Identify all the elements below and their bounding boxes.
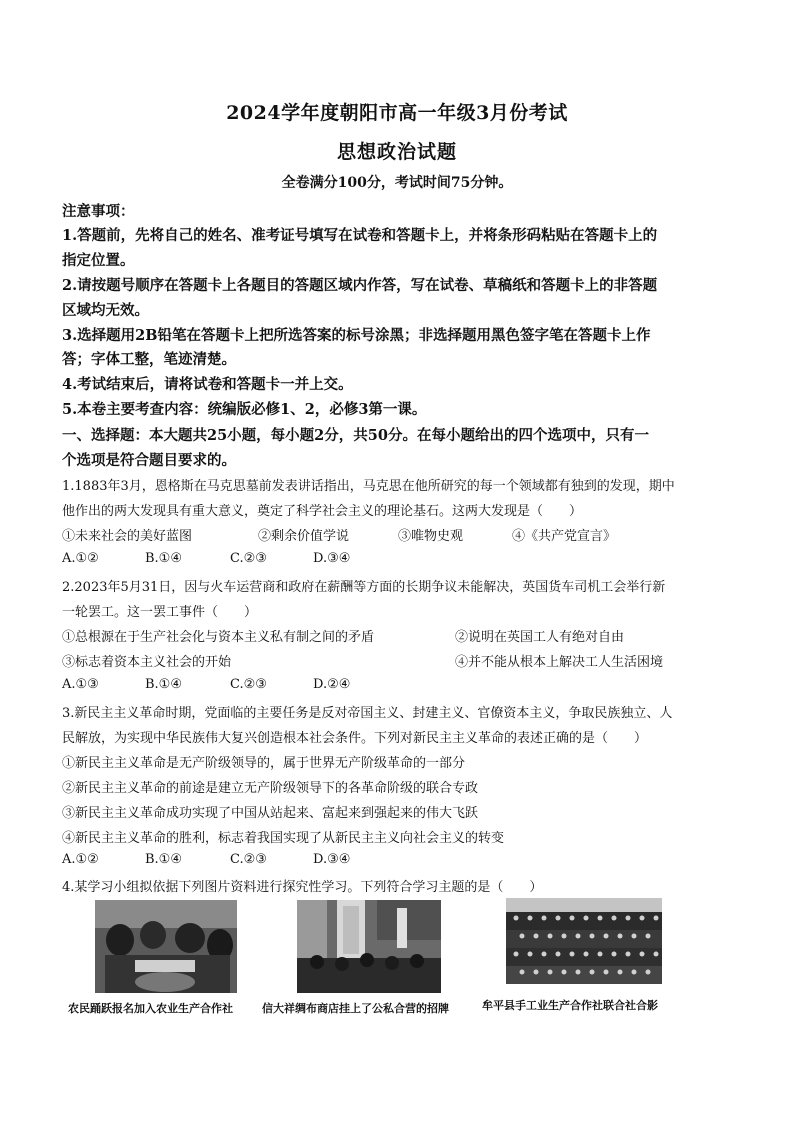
- caption-3: 牟平县手工业生产合作社联合社合影: [482, 999, 658, 1012]
- q2-stem: 2.2023年5月31日，因与火车运营商和政府在薪酬等方面的长期争议未能解决，英国货车司机工会举行新: [62, 580, 666, 595]
- photo-farmers: [95, 900, 237, 993]
- q3-statement-4: ④新民主主义革命的胜利，标志着我国实现了从新民主主义向社会主义的转变: [62, 831, 505, 846]
- photo-group: [506, 898, 662, 984]
- q3-choice-a: A.①②: [62, 852, 99, 867]
- q2-statement-4: ④并不能从根本上解决工人生活困境: [455, 655, 664, 670]
- note-1-cont: 指定位置。: [62, 252, 135, 269]
- photo-shop: [297, 900, 441, 993]
- q1-choice-c: C.②③: [230, 551, 267, 566]
- q2-choice-b: B.①④: [145, 677, 182, 692]
- caption-1: 农民踊跃报名加入农业生产合作社: [68, 1002, 233, 1015]
- q2-choice-c: C.②③: [230, 677, 267, 692]
- notes-heading: 注意事项：: [62, 203, 135, 220]
- subject-title: 思想政治试题: [336, 141, 457, 163]
- section-heading: 一、选择题：本大题共25小题，每小题2分，共50分。在每小题给出的四个选项中，只有一: [62, 427, 649, 444]
- note-1: 1.答题前，先将自己的姓名、准考证号填写在试卷和答题卡上，并将条形码粘贴在答题卡上的: [62, 227, 658, 244]
- q3-statement-1: ①新民主主义革命是无产阶级领导的，属于世界无产阶级革命的一部分: [62, 756, 466, 771]
- note-3-cont: 答；字体工整，笔迹清楚。: [62, 351, 236, 368]
- q1-stem: 1.1883年3月，恩格斯在马克思墓前发表讲话指出，马克思在他所研究的每一个领域都有独到的发现，期中: [62, 479, 675, 494]
- photo-shop-image: [297, 900, 441, 993]
- note-2: 2.请按题号顺序在答题卡上各题目的答题区域内作答，写在试卷、草稿纸和答题卡上的非答题: [62, 277, 658, 294]
- q3-stem: 3.新民主主义革命时期，党面临的主要任务是反对帝国主义、封建主义、官僚资本主义，争取民族独立、人: [62, 706, 673, 721]
- q1-choice-b: B.①④: [145, 551, 182, 566]
- q1-statement-4: ④《共产党宣言》: [512, 529, 617, 544]
- q3-choice-d: D.③④: [313, 852, 351, 867]
- q1-stem-cont: 他作出的两大发现具有重大意义，奠定了科学社会主义的理论基石。这两大发现是（ ）: [62, 504, 583, 519]
- q2-statement-1: ①总根源在于生产社会化与资本主义私有制之间的矛盾: [62, 630, 375, 645]
- note-4: 4.考试结束后，请将试卷和答题卡一并上交。: [62, 376, 353, 393]
- q1-statement-1: ①未来社会的美好蓝图: [62, 529, 193, 544]
- section-heading-cont: 个选项是符合题目要求的。: [62, 452, 236, 469]
- q2-choice-a: A.①③: [62, 677, 99, 692]
- q1-statement-3: ③唯物史观: [398, 529, 464, 544]
- caption-2: 信大祥绸布商店挂上了公私合营的招牌: [262, 1002, 449, 1015]
- q3-choice-b: B.①④: [145, 852, 182, 867]
- exam-title: 2024学年度朝阳市高一年级3月份考试: [226, 102, 568, 124]
- photo-farmers-image: [95, 900, 237, 993]
- q3-stem-cont: 民解放，为实现中华民族伟大复兴创造根本社会条件。下列对新民主主义革命的表述正确的是（ ）: [62, 731, 648, 746]
- q1-choice-a: A.①②: [62, 551, 99, 566]
- note-2-cont: 区域均无效。: [62, 302, 149, 319]
- q2-choice-d: D.②④: [313, 677, 351, 692]
- exam-info: 全卷满分100分，考试时间75分钟。: [281, 175, 513, 191]
- q1-statement-2: ②剩余价值学说: [258, 529, 350, 544]
- q2-statement-3: ③标志着资本主义社会的开始: [62, 655, 232, 670]
- q3-statement-2: ②新民主主义革命的前途是建立无产阶级领导下的各革命阶级的联合专政: [62, 781, 479, 796]
- note-5: 5.本卷主要考查内容：统编版必修1、2，必修3第一课。: [62, 401, 427, 418]
- q3-choice-c: C.②③: [230, 852, 267, 867]
- photo-group-image: [506, 898, 662, 984]
- q1-choice-d: D.③④: [313, 551, 351, 566]
- q2-statement-2: ②说明在英国工人有绝对自由: [455, 630, 625, 645]
- q2-stem-cont: 一轮罢工。这一罢工事件（ ）: [62, 605, 258, 620]
- q4-stem: 4.某学习小组拟依据下列图片资料进行探究性学习。下列符合学习主题的是（ ）: [62, 880, 543, 895]
- q3-statement-3: ③新民主主义革命成功实现了中国从站起来、富起来到强起来的伟大飞跃: [62, 806, 479, 821]
- note-3: 3.选择题用2B铅笔在答题卡上把所选答案的标号涂黑；非选择题用黑色签字笔在答题卡上作: [62, 327, 651, 344]
